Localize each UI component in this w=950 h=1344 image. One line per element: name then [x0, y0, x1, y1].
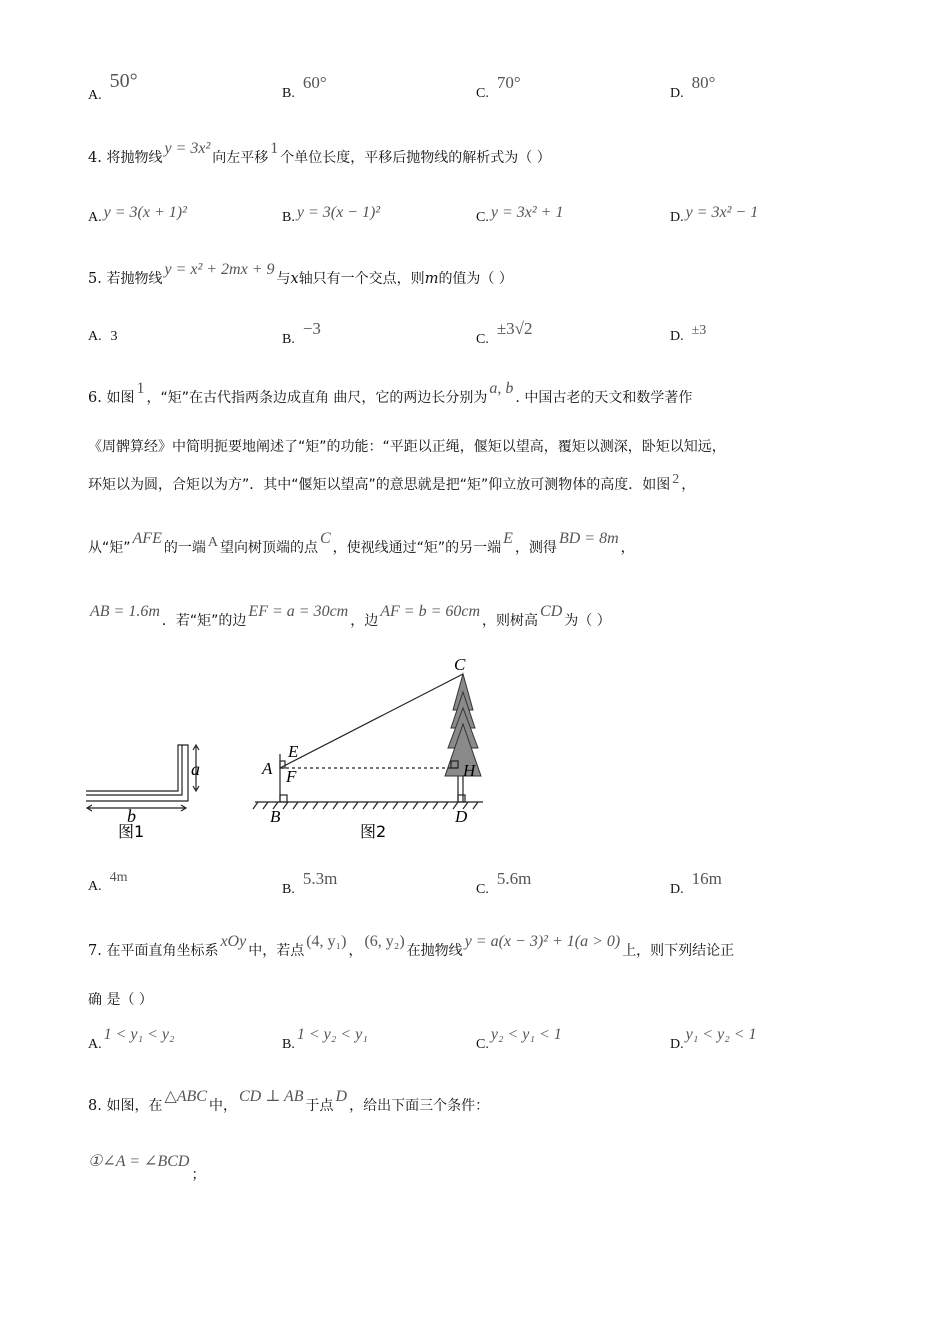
- q4-option-b[interactable]: B. y = 3(x − 1)²: [282, 204, 381, 225]
- fig2-tree: [445, 674, 481, 802]
- q7-stem-line2: 确 是（ ）: [88, 992, 153, 1008]
- q8-stem: 8. 如图，在△ABC中，CD ⊥ AB于点D，给出下面三个条件：: [88, 1088, 490, 1114]
- fig1-caption: 图1: [118, 822, 145, 841]
- q6-option-c[interactable]: C.5.6m: [476, 869, 532, 897]
- q5-option-c[interactable]: C.±3√2: [476, 319, 533, 347]
- q6-figure: [0, 650, 950, 850]
- fig2-ground: [253, 802, 483, 809]
- q7-option-a[interactable]: A.1 < y₁ < y₂: [88, 1026, 175, 1052]
- q5-stem: 5. 若抛物线y = x² + 2mx + 9与x轴只有一个交点，则m的值为（ ）: [88, 261, 513, 287]
- fig2-caption: 图2: [360, 822, 387, 841]
- fig2-right-angle-b: [280, 795, 287, 802]
- fig1-ruler: [86, 745, 199, 811]
- q6-option-a[interactable]: A.4m: [88, 870, 128, 894]
- fig2-right-angle-d: [458, 795, 465, 802]
- q5-option-d[interactable]: D. ±3: [670, 323, 707, 344]
- fig1-label-a: a: [191, 759, 200, 779]
- q3-option-a[interactable]: A.50°: [88, 70, 138, 103]
- fig2-sightline-ac: [280, 674, 463, 768]
- q4-stem: 4. 将抛物线y = 3x²向左平移1个单位长度，平移后抛物线的解析式为（ ）: [88, 140, 551, 166]
- fig2-lines: [280, 674, 465, 802]
- q6-option-d[interactable]: D.16m: [670, 869, 722, 897]
- fig1-label-b: b: [127, 806, 136, 826]
- q4-option-c[interactable]: C. y = 3x² + 1: [476, 204, 564, 225]
- fig1-ruler-inner: [86, 745, 182, 795]
- q6-stem-line5: AB = 1.6m．若“矩”的边EF = a = 30cm，边AF = b = 60cm，则树高CD为（ ）: [90, 603, 611, 629]
- q6-stem-line4: 从“矩”AFE的一端 A 望向树顶端的点C，使视线通过“矩”的另一端E，测得BD = 8m，: [88, 530, 635, 556]
- fig2-point-b: B: [270, 807, 281, 826]
- q6-option-b[interactable]: B.5.3m: [282, 869, 338, 897]
- q4-option-d[interactable]: D. y = 3x² − 1: [670, 204, 759, 225]
- fig2-point-e: E: [288, 742, 299, 761]
- fig2-point-h: H: [463, 761, 476, 780]
- fig1-ruler-outer: [86, 745, 188, 801]
- q7-stem-line1: 7. 在平面直角坐标系xOy中，若点(4, y₁)，(6, y₂)在抛物线y = a(x − 3)² + 1(a > 0)上，则下列结论正: [88, 933, 735, 959]
- q6-stem-line1: 6. 如图1，“矩”在古代指两条边成直角 曲尺，它的两边长分别为a, b. 中国古老的天文和数学著作: [88, 380, 693, 406]
- fig2-point-c: C: [454, 655, 466, 674]
- q7-option-b[interactable]: B.1 < y₂ < y₁: [282, 1026, 368, 1052]
- q7-option-c[interactable]: C.y₂ < y₁ < 1: [476, 1026, 562, 1052]
- q5-option-b[interactable]: B.−3: [282, 319, 321, 347]
- q8-condition-1: ①∠A = ∠BCD；: [88, 1153, 206, 1183]
- q5-option-a[interactable]: A. 3: [88, 329, 118, 344]
- q7-option-d[interactable]: D.y₁ < y₂ < 1: [670, 1026, 757, 1052]
- q3-option-b[interactable]: B.60°: [282, 73, 327, 101]
- q3-option-d[interactable]: D.80°: [670, 73, 716, 101]
- q4-option-a[interactable]: A. y = 3(x + 1)²: [88, 204, 187, 225]
- q3-option-c[interactable]: C.70°: [476, 73, 521, 101]
- fig2-point-a: A: [262, 759, 273, 778]
- fig2-point-f: F: [286, 767, 297, 786]
- fig2-point-d: D: [455, 807, 468, 826]
- q6-stem-line3: 环矩以为圆，合矩以为方”．其中“偃矩以望高”的意思就是把“矩”仰立放可测物体的高度．如图 2 ，: [88, 472, 696, 493]
- q6-stem-line2: 《周髀算经》中简明扼要地阐述了“矩”的功能：“平距以正绳，偃矩以望高，覆矩以测深，卧矩以知远，: [88, 439, 726, 455]
